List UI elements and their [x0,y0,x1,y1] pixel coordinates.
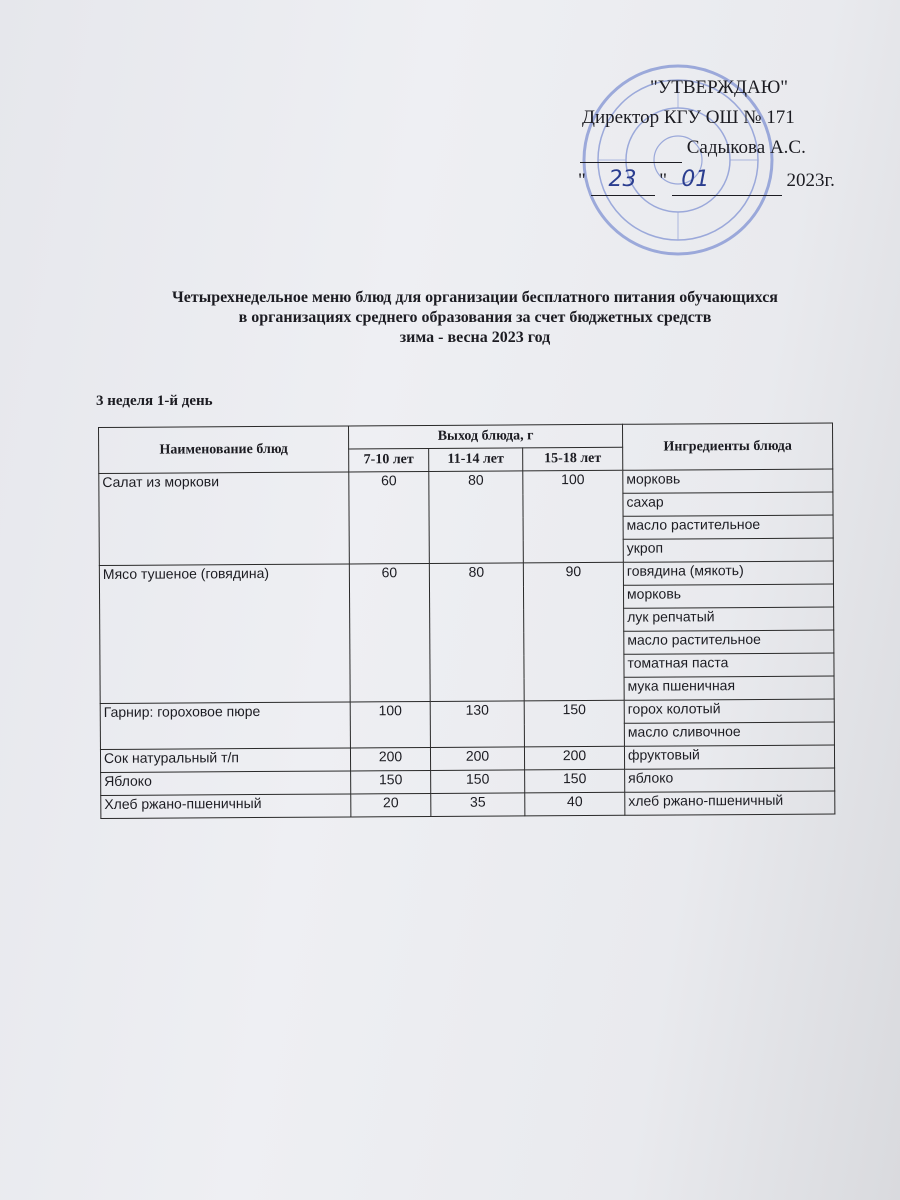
yield-11-14: 35 [431,793,525,817]
signature-line [580,134,806,163]
yield-11-14: 130 [430,701,524,748]
yield-15-18: 40 [525,792,625,816]
ingredient: масло растительное [623,515,833,539]
yield-7-10: 150 [351,770,431,793]
ingredient: хлеб ржано-пшеничный [625,791,835,815]
table-row [101,791,835,818]
dish-name: Салат из моркови [99,472,350,566]
title-line-2: в организациях среднего образования за счет бюджетных средств [238,309,712,326]
yield-11-14: 80 [429,563,524,702]
ingredient: лук репчатый [624,607,834,631]
ingredient: горох колотый [624,699,834,723]
dish-name: Мясо тушеное (говядина) [99,564,350,704]
ingredient: говядина (мякоть) [623,561,833,585]
header-age-15-18: 15-18 лет [523,447,623,471]
ingredient: морковь [623,469,833,493]
yield-7-10: 20 [351,793,431,816]
dish-name: Хлеб ржано-пшеничный [101,794,351,819]
signatory-name: Садыкова А.С. [686,137,806,158]
yield-7-10: 200 [350,747,430,770]
date-day: 23 [608,167,637,192]
header-row-1 [99,423,833,450]
ingredient: масло растительное [624,630,834,654]
yield-15-18: 200 [524,746,624,770]
director-position: Директор КГУ ОШ № 171 [582,107,795,128]
approval-date [578,166,835,196]
header-age-11-14: 11-14 лет [429,448,523,472]
yield-15-18: 150 [524,700,624,747]
yield-11-14: 200 [430,747,524,771]
ingredient: укроп [623,538,833,562]
menu-table [98,423,835,819]
date-month: 01 [681,167,710,192]
yield-15-18: 150 [525,769,625,793]
date-open-quote: " [578,170,586,191]
document-title [60,288,890,348]
yield-11-14: 80 [429,471,524,564]
signature-underline [580,134,682,163]
ingredient: масло сливочное [624,722,834,746]
header-ingredients: Ингредиенты блюда [622,423,832,470]
header-output: Выход блюда, г [348,424,622,449]
yield-7-10: 60 [349,471,430,563]
ingredient: фруктовый [624,745,834,769]
approval-heading: "УТВЕРЖДАЮ" [650,77,788,98]
week-day-label: 3 неделя 1-й день [96,393,213,409]
ingredient: томатная паста [624,653,834,677]
dish-name: Сок натуральный т/п [100,748,350,773]
yield-15-18: 100 [523,470,624,563]
title-line-1: Четырехнедельное меню блюд для организации бесплатного питания обучающихся [172,289,778,306]
ingredient: яблоко [625,768,835,792]
menu-table-body [99,469,835,818]
header-dish-name: Наименование блюд [99,426,349,474]
header-age-7-10: 7-10 лет [349,448,429,471]
date-mid-quote: " [659,170,668,191]
ingredient: морковь [623,584,833,608]
ingredient: мука пшеничная [624,676,834,700]
yield-7-10: 60 [349,563,430,701]
yield-15-18: 90 [523,562,624,701]
date-year: 2023г. [786,170,835,191]
dish-name: Яблоко [101,771,351,796]
dish-name: Гарнир: гороховое пюре [100,702,350,750]
date-day-field [591,166,655,196]
yield-11-14: 150 [431,770,525,794]
date-month-field [672,166,782,196]
yield-7-10: 100 [350,701,430,747]
ingredient: сахар [623,492,833,516]
title-line-3: зима - весна 2023 год [399,329,551,346]
